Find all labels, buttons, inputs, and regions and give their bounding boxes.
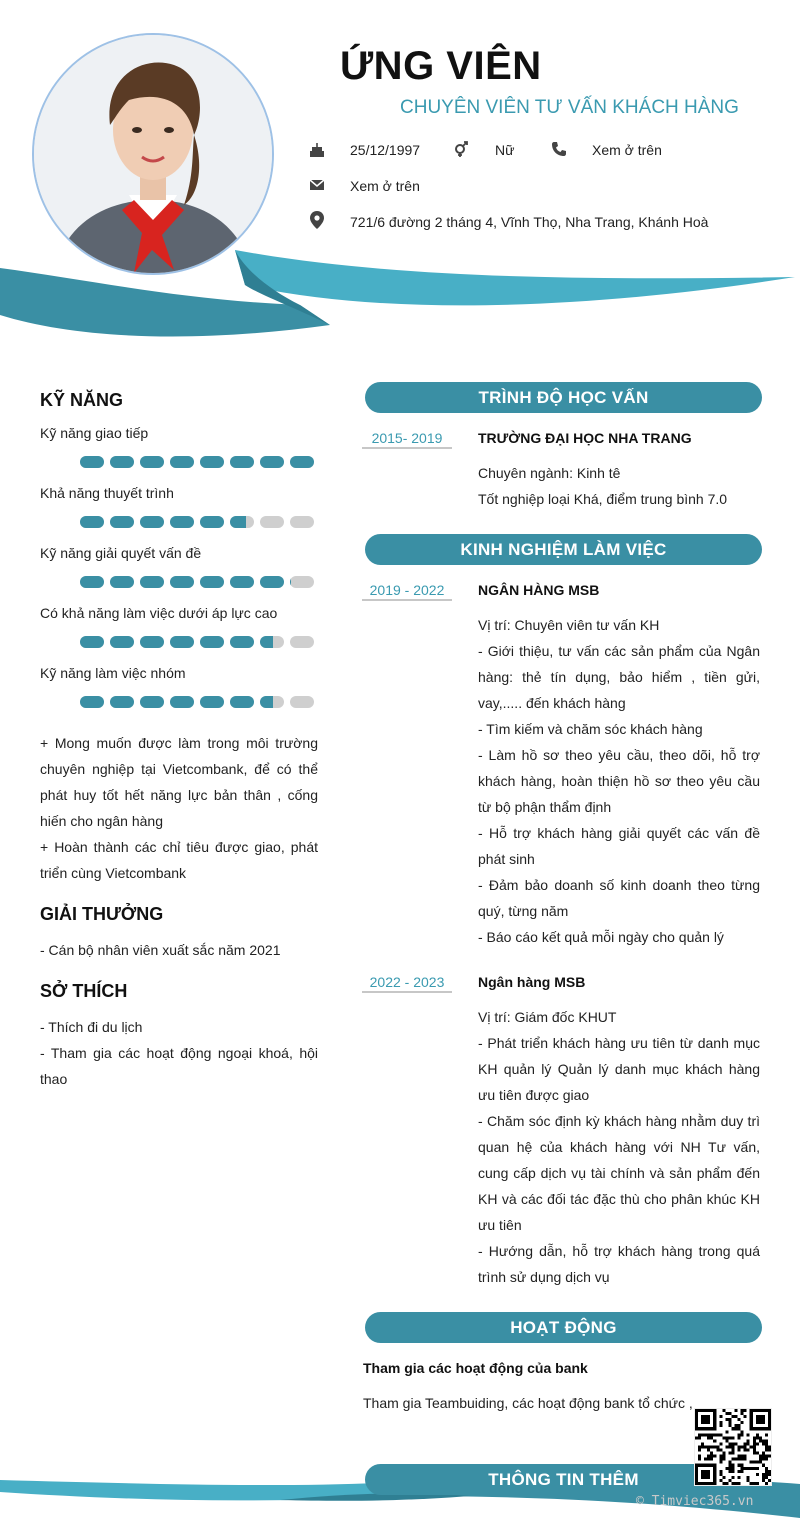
activities-heading: HOẠT ĐỘNG <box>365 1312 762 1343</box>
awards-heading: GIẢI THƯỞNG <box>40 904 164 924</box>
gender: Nữ <box>495 142 515 158</box>
skill-segment-fill <box>110 636 134 648</box>
skill-segment-fill <box>230 636 254 648</box>
education-date: 2015- 2019 <box>362 430 452 449</box>
skill-segment <box>80 576 104 588</box>
skill-segment-fill <box>110 456 134 468</box>
skill-segment <box>140 636 164 648</box>
company-name: NGÂN HÀNG MSB <box>478 582 600 598</box>
skill-segment-fill <box>290 576 291 588</box>
skill-segment <box>170 696 194 708</box>
skill-bar <box>80 456 314 468</box>
skill-segment <box>290 576 314 588</box>
skill-segment <box>170 576 194 588</box>
skill-segment-fill <box>170 576 194 588</box>
skill-segment <box>230 696 254 708</box>
skill-label: Có khả năng làm việc dưới áp lực cao <box>40 605 278 621</box>
skill-segment <box>110 516 134 528</box>
job-detail: - Giới thiệu, tư vấn các sản phẩm của Ngân hàng: thẻ tín dụng, bảo hiểm , tiền gửi, vay,..... đến khách hàng <box>478 643 760 711</box>
skill-segment <box>290 696 314 708</box>
skill-segment <box>140 516 164 528</box>
education-details <box>478 460 760 512</box>
skill-segment-fill <box>140 456 164 468</box>
skill-segment <box>140 696 164 708</box>
skill-segment <box>230 636 254 648</box>
skill-segment-fill <box>230 696 254 708</box>
job-detail: - Phát triển khách hàng ưu tiên từ danh mục KH quản lý Quản lý danh mục khách hàng ưu tiên được giao <box>478 1035 760 1103</box>
skill-label: Kỹ năng giải quyết vấn đề <box>40 545 202 561</box>
skill-segment-fill <box>200 456 224 468</box>
skill-segment-fill <box>80 456 104 468</box>
activity-title: Tham gia các hoạt động của bank <box>363 1360 588 1376</box>
skill-segment-fill <box>170 696 194 708</box>
skill-segment <box>110 636 134 648</box>
skill-segment <box>140 576 164 588</box>
skill-bar <box>80 696 314 708</box>
skill-segment <box>260 516 284 528</box>
skill-segment <box>170 516 194 528</box>
award-item: - Cán bộ nhân viên xuất sắc năm 2021 <box>40 942 281 958</box>
skill-segment-fill <box>260 696 273 708</box>
skill-segment-fill <box>140 636 164 648</box>
skill-bar <box>80 516 314 528</box>
birthdate: 25/12/1997 <box>350 142 421 158</box>
skill-segment-fill <box>170 456 194 468</box>
skill-segment <box>230 516 254 528</box>
education-detail: Chuyên ngành: Kinh tê <box>478 465 621 481</box>
hobby-item: - Tham gia các hoạt động ngoại khoá, hội thao <box>40 1045 318 1087</box>
email-icon <box>309 177 325 193</box>
job-detail: Vị trí: Giám đốc KHUT <box>478 1009 617 1025</box>
skill-segment-fill <box>230 576 254 588</box>
birthday-cake-icon <box>309 142 325 158</box>
avatar <box>32 33 274 275</box>
skill-segment-fill <box>260 576 284 588</box>
skill-segment <box>230 456 254 468</box>
job-detail: - Báo cáo kết quả mỗi ngày cho quản lý <box>478 929 724 945</box>
skill-segment <box>260 576 284 588</box>
skills-heading: KỸ NĂNG <box>40 390 124 410</box>
phone-icon <box>551 141 567 157</box>
gender-icon <box>453 141 469 157</box>
skill-segment <box>110 456 134 468</box>
location-pin-icon <box>309 212 325 228</box>
skill-segment-fill <box>110 576 134 588</box>
skill-segment-fill <box>200 636 224 648</box>
more-info-heading: THÔNG TIN THÊM <box>365 1464 762 1495</box>
skill-segment <box>200 516 224 528</box>
skill-segment-fill <box>80 696 104 708</box>
skill-segment <box>230 576 254 588</box>
skill-label: Kỹ năng giao tiếp <box>40 425 149 441</box>
objective <box>40 730 318 886</box>
objective-line: + Hoàn thành các chỉ tiêu được giao, phát triển cùng Vietcombank <box>40 839 318 881</box>
education-detail: Tốt nghiệp loại Khá, điểm trung bình 7.0 <box>478 491 728 507</box>
job-detail: - Làm hồ sơ theo yêu cầu, theo dõi, hỗ trợ khách hàng, hoàn thiện hồ sơ theo yêu cầu từ bộ phận thẩm định <box>478 747 760 815</box>
hobbies-heading: SỞ THÍCH <box>40 981 128 1001</box>
skill-segment <box>200 636 224 648</box>
job-detail: Vị trí: Chuyên viên tư vấn KH <box>478 617 660 633</box>
address: 721/6 đường 2 tháng 4, Vĩnh Thọ, Nha Trang, Khánh Hoà <box>350 214 709 230</box>
qr-code <box>694 1408 772 1486</box>
job-title: CHUYÊN VIÊN TƯ VẤN KHÁCH HÀNG <box>400 97 739 118</box>
skill-segment <box>260 636 284 648</box>
skill-segment-fill <box>200 576 224 588</box>
skill-label: Khả năng thuyết trình <box>40 485 174 501</box>
skill-segment-fill <box>170 516 194 528</box>
job-detail: - Tìm kiếm và chăm sóc khách hàng <box>478 721 703 737</box>
job-details <box>478 612 760 950</box>
skill-segment-fill <box>80 636 104 648</box>
skill-segment-fill <box>200 696 224 708</box>
skill-segment-fill <box>200 516 224 528</box>
skill-segment <box>80 636 104 648</box>
skill-segment <box>170 636 194 648</box>
skill-segment-fill <box>110 696 134 708</box>
job-date: 2022 - 2023 <box>362 974 452 993</box>
skill-bar <box>80 636 314 648</box>
skill-segment <box>260 696 284 708</box>
skill-segment <box>290 456 314 468</box>
skill-segment <box>260 456 284 468</box>
experience-heading: KINH NGHIỆM LÀM VIỆC <box>365 534 762 565</box>
job-detail: - Chăm sóc định kỳ khách hàng nhằm duy trì quan hệ của khách hàng với NH Tư vấn, cung cấp dịch vụ tài chính và sản phẩm đến KH và các đối tác đặc thù cho phân khúc KH ưu tiên <box>478 1113 760 1233</box>
skill-segment-fill <box>140 576 164 588</box>
candidate-name: ỨNG VIÊN <box>340 44 542 88</box>
job-detail: - Hướng dẫn, hỗ trợ khách hàng trong quá trình sử dụng dịch vụ <box>478 1243 760 1285</box>
skill-segment-fill <box>80 516 104 528</box>
activity-detail: Tham gia Teambuiding, các hoạt động bank tổ chức , <box>363 1395 693 1411</box>
skill-segment-fill <box>230 456 254 468</box>
watermark: © Timviec365.vn <box>636 1494 754 1509</box>
skill-segment <box>110 576 134 588</box>
school-name: TRƯỜNG ĐẠI HỌC NHA TRANG <box>478 430 692 446</box>
qr-code-image <box>695 1409 771 1485</box>
skill-bar <box>80 576 314 588</box>
skill-segment-fill <box>290 456 314 468</box>
skill-segment-fill <box>260 456 284 468</box>
skill-segment-fill <box>140 696 164 708</box>
skill-segment <box>110 696 134 708</box>
skill-segment-fill <box>140 516 164 528</box>
job-details <box>478 1004 760 1290</box>
skill-segment <box>200 456 224 468</box>
skill-segment-fill <box>170 636 194 648</box>
education-heading: TRÌNH ĐỘ HỌC VẤN <box>365 382 762 413</box>
skill-segment <box>140 456 164 468</box>
skill-segment <box>200 696 224 708</box>
skill-segment <box>80 696 104 708</box>
objective-line: + Mong muốn được làm trong môi trường chuyên nghiệp tại Vietcombank, để có thể phát huy tốt hết năng lực bản thân , cống hiến cho ngân hàng <box>40 735 318 829</box>
skill-segment <box>290 516 314 528</box>
skill-segment <box>200 576 224 588</box>
portrait-illustration <box>34 35 272 273</box>
company-name: Ngân hàng MSB <box>478 974 586 990</box>
job-detail: - Đảm bảo doanh số kinh doanh theo từng quý, từng năm <box>478 877 760 919</box>
skill-segment <box>170 456 194 468</box>
skill-segment-fill <box>80 576 104 588</box>
phone: Xem ở trên <box>592 142 662 158</box>
hobbies-list <box>40 1014 318 1092</box>
skill-segment <box>80 456 104 468</box>
skill-label: Kỹ năng làm việc nhóm <box>40 665 186 681</box>
job-detail: - Hỗ trợ khách hàng giải quyết các vấn đề phát sinh <box>478 825 760 867</box>
skill-segment <box>80 516 104 528</box>
job-date: 2019 - 2022 <box>362 582 452 601</box>
email: Xem ở trên <box>350 178 420 194</box>
skill-segment-fill <box>230 516 246 528</box>
skill-segment-fill <box>110 516 134 528</box>
skill-segment-fill <box>260 636 273 648</box>
skill-segment <box>290 636 314 648</box>
hobby-item: - Thích đi du lịch <box>40 1019 143 1035</box>
